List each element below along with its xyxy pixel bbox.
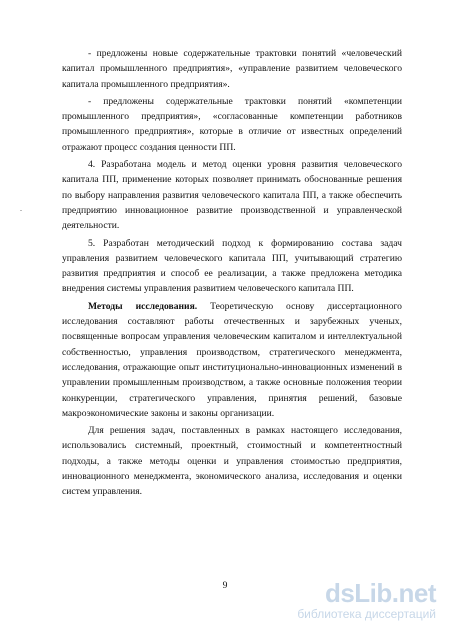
margin-mark: . <box>20 204 22 213</box>
paragraph-3: 4. Разработана модель и метод оценки уровня развития человеческого капитала ПП, применение которых позволяет принимать обоснованные решения по выбору направления развития человеческого капитала ПП, а также обеспечить предприятию инновационное развитие производственной и управленческой деятельности. <box>62 159 402 232</box>
watermark <box>266 578 436 622</box>
paragraph-4: 5. Разработан методический подход к формированию состава задач управления развитием человеческого капитала ПП, учитывающий стратегию развития предприятия и способ ее реализации, а также предложена методика внедрения системы управления развитием человеческого капитала ПП. <box>62 237 402 295</box>
paragraph-5 <box>62 299 402 421</box>
paragraph-2: - предложены содержательные трактовки понятий «компетенции промышленного предприятия», «согласованные компетенции работников промышленного предприятия», которые в отличие от известных определений отражают процесс создания ценности ПП. <box>62 95 402 153</box>
watermark-subtitle: библиотека диссертаций <box>297 607 436 621</box>
methods-heading: Методы исследования. <box>88 300 198 312</box>
page-body <box>62 46 402 502</box>
watermark-logo: dsLib.net <box>324 578 436 608</box>
page-number: 9 <box>222 580 228 591</box>
paragraph-1: - предложены новые содержательные трактовки понятий «человеческий капитал промышленного предприятия», «управление развитием человеческого капитала промышленного предприятия». <box>62 48 402 90</box>
paragraph-6: Для решения задач, поставленных в рамках настоящего исследования, использовались системный, проектный, стоимостный и компетентностный подходы, а также методы оценки и управления стоимостью предприятия, инновационного менеджмента, экономического анализа, исследования и оценки систем управления. <box>62 425 402 498</box>
methods-text: Теоретическую основу диссертационного исследования составляют работы отечественных и зарубежных ученых, посвященные вопросам управления человеческим капиталом и интеллектуальной собственностью, управления производством, стратегического менеджмента, исследования, отражающие опыт институционально-инновационных изменений в управлении промышленным производством, а также основные положения теории конкуренции, стратегического управления, принятия решений, базовые макроэкономические законы и законы организации. <box>62 300 402 419</box>
